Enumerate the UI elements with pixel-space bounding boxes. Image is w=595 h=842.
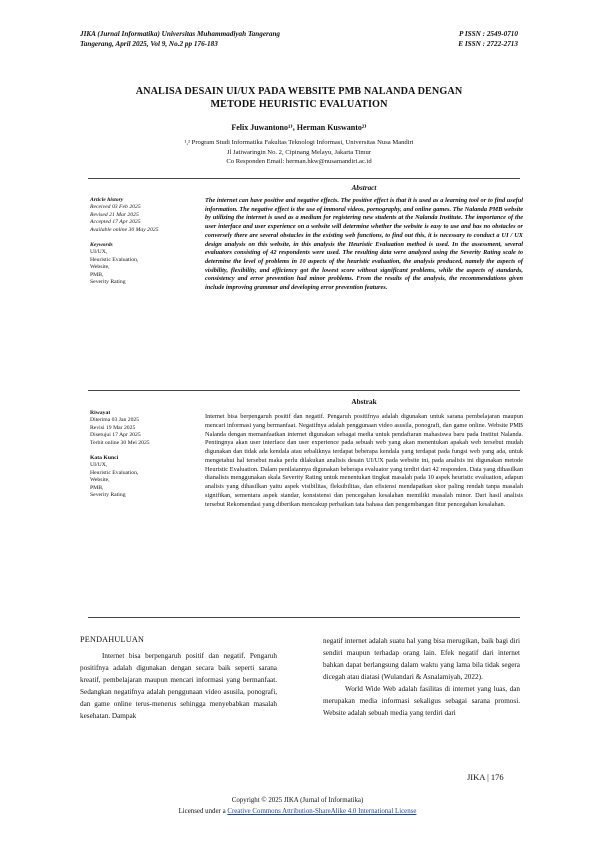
affiliation-line-2: Jl Jatiwaringin No. 2, Cipinang Melayu, Jakarta Timur	[227, 148, 371, 156]
riwayat-diterima: Diterima 03 Jan 2025	[90, 417, 140, 424]
keyword-item: Website,	[90, 264, 110, 271]
paper-title	[90, 86, 508, 111]
authors: Felix Juwantono¹⁾, Herman Kuswanto²⁾	[231, 123, 367, 132]
riwayat-revisi: Revisi 19 Mar 2025	[90, 424, 136, 431]
article-available-online: Available online 30 May 2025	[90, 226, 159, 233]
paper-title-line-1: ANALISA DESAIN UI/UX PADA WEBSITE PMB NALANDA DENGAN	[135, 86, 463, 97]
kata-kunci-item: Severity Rating	[90, 492, 126, 499]
license-link[interactable]: Creative Commons Attribution-ShareAlike 4.0 International License	[227, 808, 417, 815]
article-accepted: Accepted 17 Apr 2025	[90, 219, 141, 226]
keyword-item: PMB,	[90, 271, 104, 278]
abstrak-heading: Abstrak	[351, 398, 377, 406]
kata-kunci-item: Website,	[90, 477, 110, 484]
riwayat-label: Riwayat	[90, 410, 111, 416]
body-column-left	[80, 634, 277, 722]
affiliation	[80, 138, 518, 167]
riwayat-disetujui: Disetujui 17 Apr 2025	[90, 432, 141, 439]
body-column-right	[323, 635, 520, 719]
article-revised: Revised 21 Mar 2025	[90, 211, 139, 218]
abstract-english: The internet can have positive and negative effects. The positive effect is that it is used as a learning tool or to find useful information. The negative effect is the use of immoral videos, pornography, and online games. The Nalanda PMB website by utilizing the internet is used as a medium for registering new students at the Nalanda Institute. The importance of the user interface and user experience on a website will determine whether the website is easy to use and has no obstacles or conversely there are several obstacles in the existing web functions, to find out this, it is necessary to conduct a UI / UX design analysis on this website, in this analysis the Heuristic Evaluation method is used. In the assessment, several evaluators consisting of 42 respondents were used. The resulting data were analyzed using the Severity Rating scale to determine the level of problems in 10 aspects of the heuristic evaluation, the analysis produced, namely the aspects of visibility, flexibility, and efficiency got the lowest score without significant problems, while the aspects of standards, consistency and error prevention had minor problems. From the results of the analysis, the recommendations given include improving grammar and developing error prevention features.	[205, 197, 523, 292]
paper-title-line-2: METODE HEURISTIC EVALUATION	[210, 98, 388, 110]
kata-kunci-item: Heuristic Evaluation,	[90, 469, 139, 476]
license-prefix: Licensed under a	[178, 808, 228, 815]
corresponding-email: Co Responden Email: herman.hkw@nusamandiri.ac.id	[226, 158, 372, 165]
riwayat-panel	[90, 410, 200, 499]
abstract-indonesian: Internet bisa berpengaruh positif dan negatif. Pengaruh positifnya adalah digunakan untuk sarana pembelajaran maupun mencari informasi yang bermanfaat. Negatifnya adalah penggunaan video asusila, ponografi, dan game online. Website PMB Nalanda dengan memanfaatkan internet digunakan sebagai media untuk pendaftaran mahasiswa baru pada Institut Nalanda. Pentingnya akan user interface dan user experience pada sebuah web yang akan menentukan apakah web tersebut mudah digunakan dan tidak ada kendala atau sebaliknya terdapat beberapa kendala yang terdapat pada fungsi web yang ada, untuk mengetahui hal tersebut maka perlu dilakukan analisis desain UI/UX pada website ini, pada analisis ini digunakan metode Heuristic Evaluation. Dalam penilaiannya digunakan beberapa evaluator yang terdiri dari 42 responden. Data yang dihasilkan dianalisis menggunakan skala Severity Rating untuk menentukan tingkat masalah pada 10 aspek heuristic evaluation, adapun analisis yang dihasilkan yaitu aspek visibilitas, fleksibilitas, dan efisiensi mendapatkan skor paling rendah tanpa masalah signifikan, sementara aspek standar, konsistensi dan pencegahan kesalahan memiliki masalah minor. Dari hasil analisis tersebut Rekomendasi yang diberikan mencakup perbaikan tata bahasa dan pengembangan fitur pencegahan kesalahan.	[205, 413, 523, 508]
kata-kunci-item: UI/UX,	[90, 462, 108, 469]
kata-kunci-item: PMB,	[90, 484, 104, 491]
print-issn: P ISSN : 2549-0710	[458, 30, 518, 38]
keywords-label: Keywords	[90, 242, 113, 249]
license-notice	[60, 806, 535, 817]
divider-middle	[88, 390, 520, 391]
journal-header	[80, 29, 518, 49]
keyword-item: UI/UX,	[90, 249, 108, 256]
article-received: Received 03 Feb 2025	[90, 204, 141, 211]
copyright-notice: Copyright © 2025 JIKA (Jurnal of Informatika)	[231, 797, 364, 804]
keyword-item: Heuristic Evaluation,	[90, 256, 139, 263]
abstract-heading: Abstract	[351, 184, 377, 192]
electronic-issn: E ISSN : 2722-2713	[458, 40, 518, 48]
keyword-item: Severity Rating	[90, 279, 126, 286]
divider-bottom	[88, 617, 520, 618]
kata-kunci-label: Kata Kunci	[90, 455, 119, 462]
body-paragraph: negatif internet adalah suatu hal yang bisa merugikan, baik bagi diri sendiri maupun terhadap orang lain. Efek negatif dari internet bahkan dapat berlangsung dalam waktu yang lama bila tidak segera dicegah atau diatasi (Wulandari & Asnalamiyah, 2022).	[323, 637, 520, 681]
body-paragraph: World Wide Web adalah fasilitas di internet yang luas, dan merupakan media informasi sekaligus sebagai sarana promosi. Website adalah sebuah media yang terdiri dari	[323, 685, 520, 717]
section-title: PENDAHULUAN	[80, 635, 145, 644]
page-number: JIKA | 176	[467, 772, 504, 782]
riwayat-terbit: Terbit online 30 Mei 2025	[90, 439, 150, 446]
article-history-label: Article history	[90, 197, 124, 203]
journal-name: JIKA (Jurnal Informatika) Universitas Muhammadiyah Tangerang	[80, 30, 281, 38]
divider-top	[88, 178, 520, 179]
affiliation-line-1: ¹,² Program Studi Informatika Fakultas Teknologi Informasi, Universitas Nusa Mandiri	[184, 139, 414, 146]
page-footer	[60, 795, 535, 817]
article-history-panel	[90, 197, 200, 286]
body-paragraph: Internet bisa berpengaruh positif dan negatif. Pengaruh positifnya adalah digunakan dengan secara baik seperti sarana kreatif, pembelajaran maupun mencari informasi yang bermanfaat. Sedangkan negatifnya adalah penggunaan video asusila, ponografi, dan game online terus-menerus sehingga menyebabkan masalah kesehatan. Dampak	[80, 652, 277, 720]
issue-info: Tangerang, April 2025, Vol 9, No.2 pp 176-183	[80, 40, 218, 48]
